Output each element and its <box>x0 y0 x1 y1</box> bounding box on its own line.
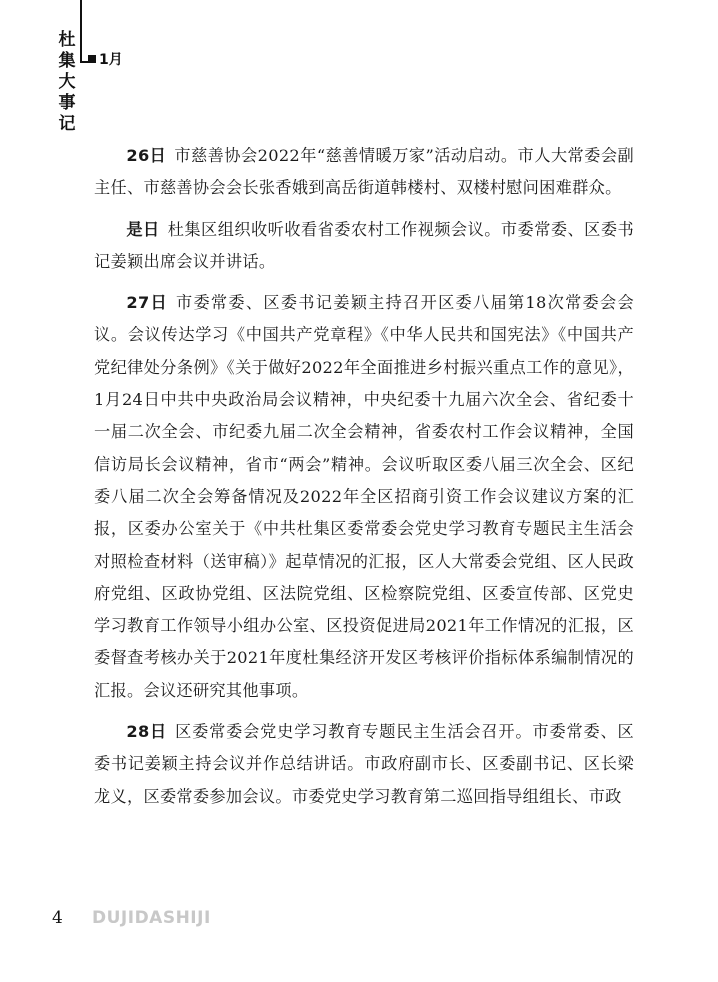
page-number: 4 <box>52 908 63 928</box>
entry-text: 杜集区组织收听收看省委农村工作视频会议。市委常委、区委书记姜颖出席会议并讲话。 <box>94 219 634 271</box>
side-title-char: 集 <box>58 51 76 71</box>
entry-text: 市慈善协会2022年“慈善情暖万家”活动启动。市人大常委会副主任、市慈善协会会长张香娥到高岳街道韩楼村、双楼村慰问困难群众。 <box>94 146 634 198</box>
header-horizontal-rule <box>80 61 88 63</box>
side-title-char: 大 <box>58 72 76 92</box>
footer-brand: DUJIDASHIJI <box>92 908 211 928</box>
entry-paragraph <box>94 140 634 205</box>
main-content <box>94 140 634 822</box>
entry-text: 区委常委会党史学习教育专题民主生活会召开。市委常委、区委书记姜颖主持会议并作总结讲话。市政府副市长、区委副书记、区长梁龙义，区委常委参加会议。市委党史学习教育第二巡回指导组组长、市政 <box>94 722 634 806</box>
entry-paragraph <box>94 716 634 813</box>
entry-paragraph <box>94 214 634 279</box>
entry-date: 26日 <box>126 146 167 165</box>
entry-paragraph <box>94 287 634 707</box>
entry-date: 27日 <box>126 293 168 313</box>
square-bullet-icon <box>88 55 96 63</box>
entry-date: 是日 <box>126 219 160 239</box>
entry-date: 28日 <box>126 722 168 742</box>
header-vertical-rule <box>80 0 82 62</box>
month-text: 1月 <box>99 52 123 68</box>
side-title <box>56 30 78 135</box>
side-title-char: 记 <box>58 114 76 134</box>
entry-text: 市委常委、区委书记姜颖主持召开区委八届第18次常委会会议。会议传达学习《中国共产党章程》《中华人民共和国宪法》《中国共产党纪律处分条例》《关于做好2022年全面推进乡村振兴重点工作的意见》，1月24日中共中央政治局会议精神，中央纪委十九届六次全会、省纪委十一届二次全会、市纪委九届二次全会精神，省委农村工作会议精神，全国信访局长会议精神，省市“两会”精神。会议听取区委八届三次全会、区纪委八届二次全会筹备情况及2022年全区招商引资工作会议建议方案的汇报，区委办公室关于《中共杜集区委常委会党史学习教育专题民主生活会对照检查材料（送审稿）》起草情况的汇报，区人大常委会党组、区人民政府党组、区政协党组、区法院党组、区检察院党组、区委宣传部、区党史学习教育工作领导小组办公室、区投资促进局2021年工作情况的汇报，区委督查考核办关于2021年度杜集经济开发区考核评价指标体系编制情况的汇报。会议还研究其他事项。 <box>94 293 634 700</box>
month-label <box>88 52 123 68</box>
side-title-char: 杜 <box>58 30 76 50</box>
side-title-char: 事 <box>58 93 76 113</box>
